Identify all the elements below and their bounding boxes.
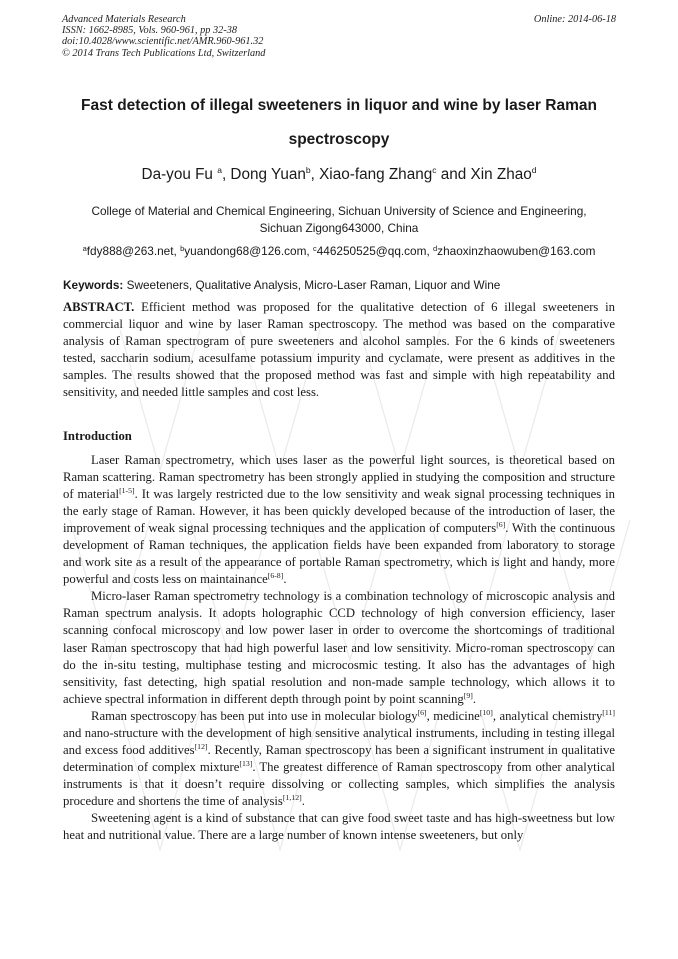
paragraph xyxy=(63,452,615,588)
paragraph-text: . xyxy=(472,691,476,706)
affiliation-line-1: College of Material and Chemical Engineering, Sichuan University of Science and Engineering, xyxy=(91,204,587,218)
abstract-text: Efficient method was proposed for the qualitative detection of 6 illegal sweeteners in commercial liquor and wine by laser Raman spectroscopy. The method was based on the comparative analysis of Raman spectrogram of pure sweeteners and alcohol samples. For the 6 kinds of sweeteners tested, saccharin sodium, acesulfame potassium impurity and cyclamate, were present as additives in the samples. The results showed that the proposed method was fast and simple with high repeatability and sensitivity, and needed little samples and cost less. xyxy=(63,300,615,400)
paragraph-text: and nano-structure with the development of high sensitive analytical instruments, including in testing illegal and excess food additives xyxy=(63,725,615,757)
paragraph-text: . Recently, Raman spectroscopy has been a significant instrument in qualitative determination of complex mixture xyxy=(63,742,616,774)
paragraph-text: . xyxy=(283,572,287,587)
citation-ref: [1,12] xyxy=(282,792,302,802)
email-sup: c xyxy=(312,244,317,253)
author-name: and Xin Zhao xyxy=(436,166,532,183)
author-sup: c xyxy=(432,165,437,175)
email-sup: d xyxy=(433,244,438,253)
paragraph-text: , medicine xyxy=(426,708,480,723)
online-date: Online: 2014-06-18 xyxy=(533,14,616,25)
paragraph-text: Raman spectroscopy has been put into use in molecular biology xyxy=(91,708,418,723)
email-sup: b xyxy=(180,244,185,253)
paper-title xyxy=(40,89,638,157)
citation-ref: [6] xyxy=(496,520,506,530)
abstract xyxy=(63,299,615,401)
citation-ref: [6-8] xyxy=(267,571,284,581)
citation-ref: [12] xyxy=(194,741,208,751)
email-address[interactable]: fdy888@263.net, xyxy=(86,244,181,258)
paragraph-text: Laser Raman spectrometry, which uses laser as the powerful light sources, is theoretical based on Raman scattering. Raman spectrometry has been strongly applied in studying the composition and structure of material xyxy=(63,453,615,502)
author-emails xyxy=(40,244,638,258)
introduction-body xyxy=(63,452,615,844)
citation-ref: [11] xyxy=(602,707,615,717)
doi-line: doi:10.4028/www.scientific.net/AMR.960-961.32 xyxy=(62,36,264,48)
paragraph-text: . It was largely restricted due to the low sensitivity and weak signal processing techniques in the early stage of Raman. However, it has been quickly developed because of the introduction of laser, the improvement of weak signal processing techniques and the application of computers xyxy=(63,487,615,536)
issn-line: ISSN: 1662-8985, Vols. 960-961, pp 32-38 xyxy=(62,25,238,37)
paragraph-text: , analytical chemistry xyxy=(492,708,603,723)
author-name: , Dong Yuan xyxy=(221,166,306,183)
email-sup: a xyxy=(82,244,87,253)
journal-name: Advanced Materials Research xyxy=(62,14,186,25)
citation-ref: [13] xyxy=(239,758,253,768)
author-sup: d xyxy=(531,165,537,175)
journal-header xyxy=(62,14,616,59)
author-name: , Xiao-fang Zhang xyxy=(310,166,433,183)
citation-ref: [10] xyxy=(479,707,493,717)
author-list xyxy=(40,166,638,184)
keywords-text: Sweeteners, Qualitative Analysis, Micro-Laser Raman, Liquor and Wine xyxy=(123,278,501,292)
keywords xyxy=(63,278,615,292)
section-heading-introduction: Introduction xyxy=(63,429,132,443)
author-sup: a xyxy=(217,165,222,175)
title-line-2: spectroscopy xyxy=(288,131,390,148)
paragraph-text: . The greatest difference of Raman spectroscopy from other analytical instruments is that it doesn’t require dissolving or collecting samples, which simplifies the analysis procedure and shortens the time of analysis xyxy=(63,759,616,808)
email-address[interactable]: 446250525@qq.com, xyxy=(316,244,433,258)
author-sup: b xyxy=(305,165,311,175)
citation-ref: [9] xyxy=(463,690,473,700)
keywords-label: Keywords: xyxy=(63,278,124,292)
paragraph xyxy=(63,708,615,810)
paragraph-text: Sweetening agent is a kind of substance that can give food sweet taste and has high-sweetness but low heat and nutritional value. There are a large number of known intense sweeteners, but only xyxy=(63,810,615,843)
email-address[interactable]: yuandong68@126.com, xyxy=(184,244,313,258)
copyright-line: © 2014 Trans Tech Publications Ltd, Switzerland xyxy=(62,47,266,59)
paragraph xyxy=(63,588,615,707)
paragraph-text: . With the continuous development of Raman techniques, the application fields have been expanded from laboratory to storage and work site as a result of the appearance of portable Raman spectrometry, which is light and handy, more powerful and costs less on maintainance xyxy=(63,521,616,587)
author-name: Da-you Fu xyxy=(141,166,218,183)
title-line-1: Fast detection of illegal sweeteners in liquor and wine by laser Raman xyxy=(81,97,597,114)
affiliation xyxy=(60,203,618,237)
paragraph-text: . xyxy=(301,793,305,808)
citation-ref: [1-5] xyxy=(119,486,135,496)
paragraph xyxy=(63,810,615,844)
affiliation-line-2: Sichuan Zigong643000, China xyxy=(259,221,419,235)
email-address[interactable]: zhaoxinzhaowuben@163.com xyxy=(437,244,596,258)
paragraph-text: Micro-laser Raman spectrometry technology is a combination technology of microscopic analysis and Raman spectrum analysis. It adopts holographic CCD technology of high conversion efficiency, laser scanning confocal microscopy and low power laser in order to overcome the shortcomings of traditional laser Raman spectroscopy that had high powerful laser and low sensitivity. Micro-roman spectroscopy can do the in-situ testing, multiphase testing and microcosmic testing. It also has the advantages of high sensitivity, fast detecting, high spatial resolution and non-made sample technology, which allows it to achieve spectral information in different depth through point by point scanning xyxy=(63,589,615,706)
citation-ref: [6] xyxy=(417,707,427,717)
abstract-label: ABSTRACT. xyxy=(63,300,135,314)
